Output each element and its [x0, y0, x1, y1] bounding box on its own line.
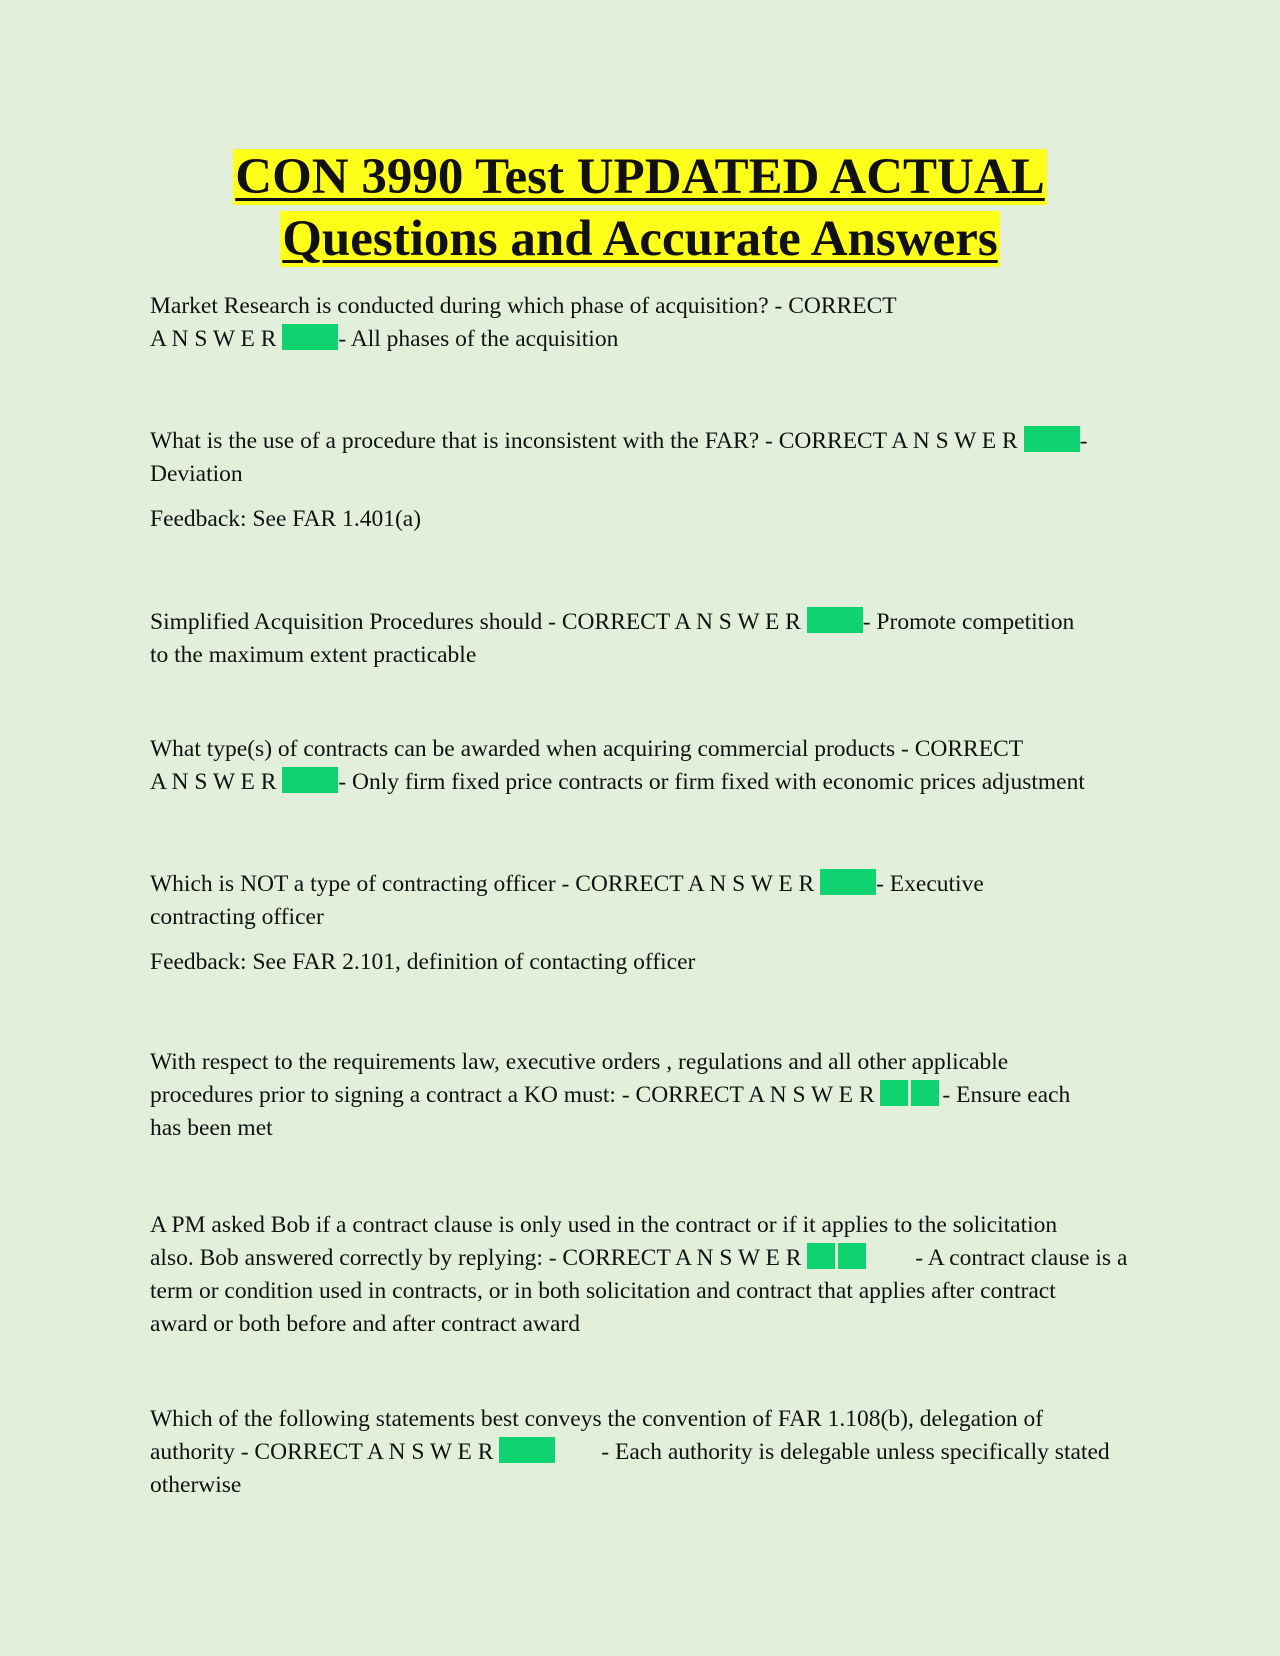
question-text: What is the use of a procedure that is inconsistent with the FAR? - CORRECT A N S W E R [150, 428, 1018, 454]
qa-item [150, 1403, 1135, 1502]
question-text-cont: A N S W E R [150, 326, 277, 352]
answer-highlight-mark [499, 1437, 555, 1463]
answer-highlight-mark [838, 1243, 866, 1269]
answer-highlight-mark [820, 869, 876, 895]
answer-text-cont: contracting officer [150, 904, 324, 930]
answer-text: - A contract clause is a [915, 1245, 1128, 1271]
question-text: Which of the following statements best conveys the convention of FAR 1.108(b), delegation of [150, 1406, 1044, 1432]
answer-text-cont-2: award or both before and after contract award [150, 1311, 580, 1337]
answer-text: - Promote competition [862, 609, 1075, 635]
question-text: Which is NOT a type of contracting officer - CORRECT A N S W E R [150, 871, 815, 897]
title-line-2: Questions and Accurate Answers [282, 211, 998, 267]
question-text: A PM asked Bob if a contract clause is only used in the contract or if it applies to the solicitation [150, 1212, 1058, 1238]
answer-text: - Each authority is delegable unless specifically stated [601, 1439, 1110, 1465]
answer-text: - Executive [876, 871, 984, 897]
answer-highlight-mark [282, 324, 338, 350]
question-text: What type(s) of contracts can be awarded when acquiring commercial products - CORRECT [150, 736, 1024, 762]
answer-highlight-mark [911, 1080, 939, 1106]
answer-text: - All phases of the acquisition [338, 326, 619, 352]
question-text: With respect to the requirements law, executive orders , regulations and all other applicable [150, 1049, 1009, 1075]
feedback-text: Feedback: See FAR 1.401(a) [150, 506, 422, 532]
qa-item: What is the use of a procedure that is inconsistent with the FAR? - CORRECT A N S W E R - Deviation Feedback: See FAR 1.401(a) [150, 425, 1135, 536]
answer-text: - Only firm fixed price contracts or firm fixed with economic prices adjustment [338, 769, 1085, 795]
answer-text: Deviation [150, 461, 243, 487]
qa-item [150, 606, 1135, 672]
question-text: Simplified Acquisition Procedures should - CORRECT A N S W E R [150, 609, 801, 635]
answer-highlight-mark [880, 1080, 908, 1106]
answer-text-cont: has been met [150, 1115, 273, 1141]
answer-text: - Ensure each [942, 1082, 1071, 1108]
answer-text-cont: otherwise [150, 1472, 242, 1498]
answer-text-cont: term or condition used in contracts, or in both solicitation and contract that applies after contract [150, 1278, 1056, 1304]
qa-item [150, 1209, 1135, 1341]
qa-item [150, 733, 1135, 799]
answer-highlight-mark [807, 1243, 835, 1269]
page-title [0, 146, 1280, 270]
answer-text-cont: to the maximum extent practicable [150, 642, 477, 668]
question-text-cont: procedures prior to signing a contract a KO must: - CORRECT A N S W E R [150, 1082, 875, 1108]
feedback-text: Feedback: See FAR 2.101, definition of contacting officer [150, 949, 696, 975]
answer-highlight-mark [282, 767, 338, 793]
answer-highlight-mark [1024, 426, 1080, 452]
question-text: Market Research is conducted during which phase of acquisition? - CORRECT [150, 293, 897, 319]
title-line-1: CON 3990 Test UPDATED ACTUAL [235, 149, 1045, 205]
question-text-cont: authority - CORRECT A N S W E R [150, 1439, 494, 1465]
qa-item [150, 1046, 1135, 1145]
question-text-cont: A N S W E R [150, 769, 277, 795]
qa-item [150, 868, 1135, 979]
answer-highlight-mark [807, 607, 863, 633]
question-text-cont: also. Bob answered correctly by replying: - CORRECT A N S W E R [150, 1245, 802, 1271]
qa-item [150, 290, 1135, 356]
